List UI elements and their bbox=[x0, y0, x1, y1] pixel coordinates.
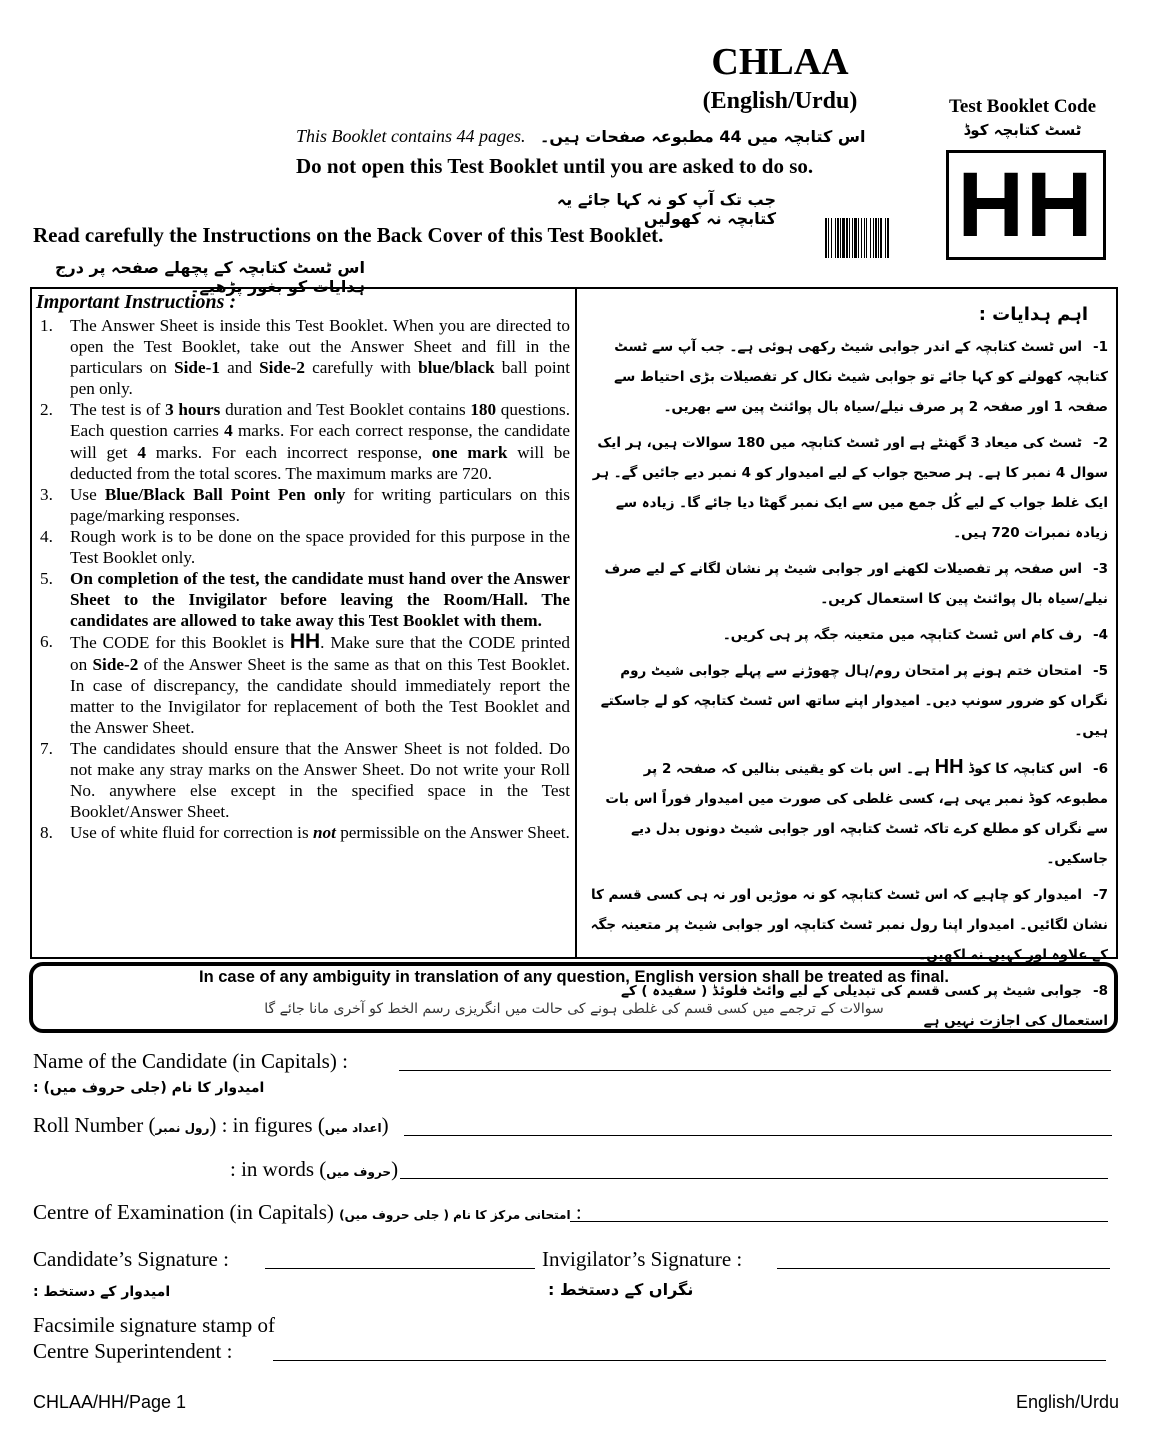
barcode-bar bbox=[880, 218, 882, 258]
instruction-item-urdu-8: 8-جوابی شیٹ پر کسی قسم کی تبدیلی کے لیے وائٹ فلوئڈ ( سفیدہ ) کے استعمال کی اجازت نہیں ہے bbox=[620, 983, 1108, 1029]
inline-booklet-code: HH bbox=[289, 630, 321, 654]
instructions-urdu bbox=[590, 300, 1108, 1042]
page-footer-code: CHLAA/HH/Page 1 bbox=[33, 1392, 187, 1412]
barcode-bar bbox=[831, 218, 832, 258]
invigilator-signature-label-urdu: نگراں کے دستخط : bbox=[548, 1280, 694, 1299]
barcode-bar bbox=[866, 218, 867, 258]
invigilator-signature-label: Invigilator’s Signature : bbox=[542, 1247, 743, 1271]
barcode-bar bbox=[852, 218, 853, 258]
barcode bbox=[825, 218, 922, 258]
pages-count-en: This Booklet contains 44 pages. bbox=[296, 126, 526, 146]
roll-number-label: Roll Number (رول نمبر) : in figures (اعداد میں) bbox=[33, 1113, 389, 1137]
paper-code: CHLAA bbox=[711, 41, 849, 83]
test-booklet-code-label: Test Booklet Code bbox=[948, 96, 1097, 117]
barcode-bar bbox=[842, 218, 845, 258]
facsimile-label-line1: Facsimile signature stamp of bbox=[33, 1313, 276, 1337]
barcode-bar bbox=[840, 218, 841, 258]
barcode-bar bbox=[846, 218, 848, 258]
barcode-bar bbox=[837, 218, 839, 258]
barcode-bar bbox=[835, 218, 836, 258]
instructions-title-urdu: اہم ہدایات : bbox=[978, 304, 1088, 325]
page-footer-language: English/Urdu bbox=[1015, 1392, 1119, 1412]
read-carefully-notice-urdu: اس ٹسٹ کتابچہ کے پچھلے صفحہ پر درج ہدایات کو بغور پڑھیے۔ bbox=[54, 258, 365, 296]
instruction-item-urdu-7: 7-امیدوار کو چاہیے کہ اس ٹسٹ کتابچہ کو نہ موڑیں اور نہ ہی کسی قسم کا نشان لگائیں۔ امیدوار اپنا رول نمبر ٹسٹ کتابچہ اور جوابی شیٹ پر متعینہ جگہ کے علاوہ اور کہیں نہ لکھیں۔ bbox=[590, 887, 1108, 963]
barcode-bar bbox=[854, 218, 857, 258]
barcode-bar bbox=[878, 218, 879, 258]
language-label: (English/Urdu) bbox=[702, 88, 858, 114]
barcode-bar bbox=[887, 218, 889, 258]
barcode-bar bbox=[864, 218, 865, 258]
barcode-bar bbox=[858, 218, 859, 258]
instruction-item-urdu-3: 3-اس صفحہ پر تفصیلات لکھنے اور جوابی شیٹ پر نشان لگانے کے لیے صرف نیلے/سیاہ بال پوائنٹ پین کا استعمال کریں۔ bbox=[604, 561, 1108, 607]
pages-count-urdu: اس کتابچہ میں 44 مطبوعہ صفحات ہیں۔ bbox=[539, 127, 866, 146]
instruction-item-urdu-6: 6-اس کتابچہ کا کوڈ HH ہے۔ اس بات کو یقینی بنالیں کہ صفحہ 2 پر مطبوعہ کوڈ نمبر یہی ہے، کسی غلطی کی صورت میں امیدوار فوراً اس بات سے نگراں کو مطلع کرے تاکہ ٹسٹ کتابچہ اور جوابی شیٹ دونوں بدل دیے جاسکیں۔ bbox=[605, 756, 1108, 867]
instruction-item-urdu-5: 5-امتحان ختم ہونے پر امتحان روم/ہال چھوڑنے سے پہلے جوابی شیٹ روم نگراں کو ضرور سونپ دیں۔ امیدوار اپنے ساتھ اس ٹسٹ کتابچہ کو لے جاسکتے ہیں۔ bbox=[600, 663, 1108, 739]
do-not-open-notice-urdu: جب تک آپ کو نہ کہا جائے یہ کتابچہ نہ کھولیں bbox=[556, 190, 776, 228]
instruction-item-urdu-4: 4-رف کام اس ٹسٹ کتابچہ میں متعینہ جگہ پر ہی کریں۔ bbox=[722, 627, 1108, 643]
instruction-item-2: 2. The test is of 3 hours duration and Test Booklet contains 180 questions. Each question carries 4 marks. For each correct response, the candidate will get 4 marks. For each incorrect response, one mark will be deducted from the total scores. The maximum marks are 720. bbox=[40, 400, 571, 483]
superintendent-stamp-field[interactable] bbox=[273, 1360, 1106, 1361]
test-booklet-code: HH bbox=[957, 154, 1095, 256]
instructions-title: Important Instructions : bbox=[36, 291, 237, 313]
instruction-item-4: 4. Rough work is to be done on the space provided for this purpose in the Test Booklet only. bbox=[40, 526, 570, 568]
barcode-bar bbox=[885, 218, 886, 258]
ambiguity-notice-urdu: سوالات کے ترجمے میں کسی قسم کی غلطی ہونے کی حالت میں انگریزی رسم الخط کو آخری مانا جائے گا bbox=[264, 1001, 884, 1017]
candidate-signature-field[interactable] bbox=[265, 1268, 535, 1269]
barcode-bar bbox=[825, 218, 827, 258]
candidate-signature-label: Candidate’s Signature : bbox=[33, 1247, 229, 1271]
candidate-name-field[interactable] bbox=[399, 1070, 1111, 1071]
barcode-bar bbox=[861, 218, 862, 258]
instruction-item-urdu-2: 2-ٹسٹ کی میعاد 3 گھنٹے ہے اور ٹسٹ کتابچہ میں 180 سوالات ہیں، ہر ایک سوال 4 نمبر کا ہے۔ ہر صحیح جواب کے لیے امیدوار کو 4 نمبر دیے جائیں گے۔ ہر ایک غلط جواب کے لیے کُل جمع میں سے ایک نمبر گھٹا دیا جائے گا۔ زیادہ سے زیادہ نمبرات 720 ہیں۔ bbox=[592, 435, 1108, 541]
read-carefully-notice: Read carefully the Instructions on the Back Cover of this Test Booklet. bbox=[33, 223, 664, 247]
exam-centre-field[interactable] bbox=[570, 1221, 1108, 1222]
barcode-bar bbox=[849, 218, 850, 258]
barcode-bar bbox=[875, 218, 877, 258]
invigilator-signature-field[interactable] bbox=[777, 1268, 1110, 1269]
instructions-divider bbox=[575, 287, 577, 959]
do-not-open-notice: Do not open this Test Booklet until you are asked to do so. bbox=[296, 154, 814, 178]
instruction-item-5: 5. On completion of the test, the candidate must hand over the Answer Sheet to the Invigilator before leaving the Room/Hall. The candidates are allowed to take away this Test Booklet with them. bbox=[40, 569, 570, 631]
roll-number-figures-field[interactable] bbox=[404, 1135, 1112, 1136]
instruction-item-urdu-1: 1-اس ٹسٹ کتابچہ کے اندر جوابی شیٹ رکھی ہوئی ہے۔ جب آپ سے ٹسٹ کتابچہ کھولنے کو کہا جائے تو جوابی شیٹ نکال کر تفصیلات بڑی احتیاط سے صفحہ 1 اور صفحہ 2 پر صرف نیلے/سیاہ بال پوائنٹ پین سے بھریں۔ bbox=[614, 339, 1108, 415]
exam-centre-label: Centre of Examination (in Capitals) امتحانی مرکز کا نام ( جلی حروف میں) : bbox=[33, 1200, 582, 1224]
roll-number-words-field[interactable] bbox=[400, 1178, 1108, 1179]
test-booklet-code-box bbox=[946, 150, 1106, 260]
ambiguity-notice: In case of any ambiguity in translation of any question, English version shall be treated as final. bbox=[198, 968, 949, 986]
barcode-bar bbox=[828, 218, 829, 258]
inline-booklet-code-urdu: HH bbox=[934, 756, 964, 778]
pages-count-line bbox=[296, 126, 926, 147]
instruction-item-8: 8. Use of white fluid for correction is not permissible on the Answer Sheet. bbox=[40, 823, 570, 843]
instruction-item-3: 3. Use Blue/Black Ball Point Pen only for writing particulars on this page/marking responses. bbox=[40, 484, 570, 525]
instruction-item-6: 6. The CODE for this Booklet is HH. Make sure that the CODE printed on Side-2 of the Answer Sheet is the same as that on this Test Booklet. In case of discrepancy, the candidate should immediately report the matter to the Invigilator for replacement of both the Test Booklet and the Answer Sheet. bbox=[40, 630, 571, 737]
barcode-bar bbox=[870, 218, 871, 258]
instructions-list bbox=[36, 315, 570, 843]
instruction-item-7: 7. The candidates should ensure that the Answer Sheet is not folded. Do not make any stray marks on the Answer Sheet. Do not write your Roll No. anywhere else except in the specified space in the Test Booklet/Answer Sheet. bbox=[40, 738, 570, 822]
instructions-english bbox=[36, 290, 570, 843]
candidate-name-label: Name of the Candidate (in Capitals) : bbox=[33, 1049, 348, 1073]
instruction-item-1: 1. The Answer Sheet is inside this Test Booklet. When you are directed to open the Test Booklet, take out the Answer Sheet and fill in the particulars on Side-1 and Side-2 carefully with blue/black ball point pen only. bbox=[40, 316, 570, 399]
candidate-name-label-urdu: امیدوار کا نام (جلی حروف میں) : bbox=[33, 1080, 265, 1096]
test-booklet-code-label-urdu: ٹسٹ کتابچہ کوڈ bbox=[963, 121, 1082, 139]
roll-number-words-label: : in words (حروف میں) bbox=[230, 1157, 399, 1181]
candidate-signature-label-urdu: امیدوار کے دستخط : bbox=[33, 1284, 171, 1300]
barcode-bar bbox=[873, 218, 874, 258]
facsimile-label-line2: Centre Superintendent : bbox=[33, 1339, 233, 1363]
